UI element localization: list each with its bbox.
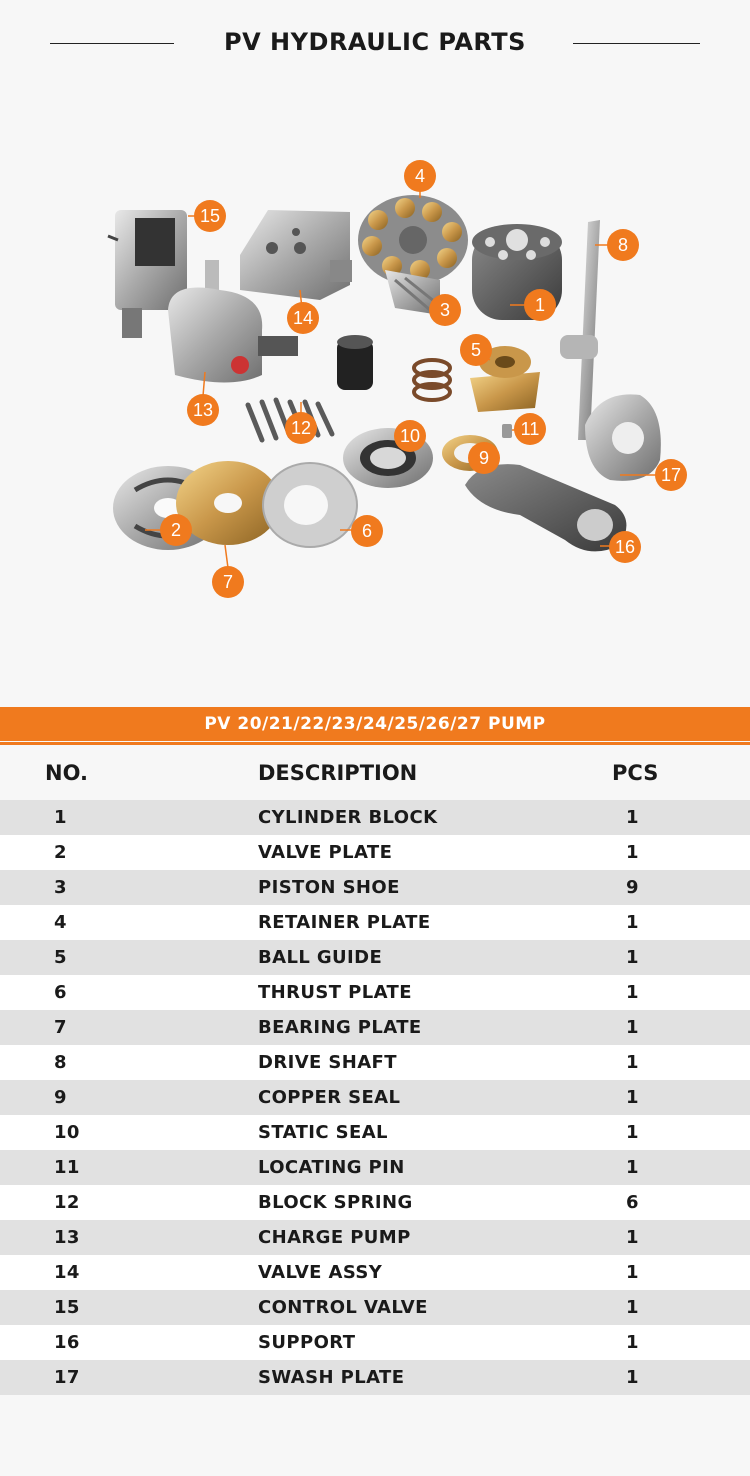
swash-plate-part	[585, 394, 661, 480]
table-row	[0, 1150, 750, 1185]
row-pcs: 1	[626, 1227, 639, 1248]
callout-2	[160, 514, 192, 546]
row-no: 11	[54, 1157, 80, 1178]
row-description: VALVE PLATE	[258, 842, 393, 863]
row-pcs: 1	[626, 1367, 639, 1388]
callout-11	[514, 413, 546, 445]
table-row	[0, 1010, 750, 1045]
row-no: 14	[54, 1262, 80, 1283]
table-row	[0, 1080, 750, 1115]
callout-7	[212, 566, 244, 598]
row-description: PISTON SHOE	[258, 877, 400, 898]
parts-table	[0, 800, 750, 1395]
row-description: LOCATING PIN	[258, 1157, 405, 1178]
row-pcs: 1	[626, 947, 639, 968]
drive-shaft-part	[560, 220, 600, 440]
svg-text:10: 10	[399, 426, 421, 446]
spring-part	[414, 360, 450, 400]
row-no: 1	[54, 807, 67, 828]
svg-text:12: 12	[290, 418, 312, 438]
header-pcs: PCS	[612, 761, 659, 785]
svg-text:2: 2	[170, 520, 182, 540]
row-pcs: 1	[626, 912, 639, 933]
svg-text:15: 15	[199, 206, 221, 226]
row-description: COPPER SEAL	[258, 1087, 401, 1108]
thrust-plate-part	[263, 463, 357, 547]
svg-text:5: 5	[470, 340, 482, 360]
row-description: CHARGE PUMP	[258, 1227, 411, 1248]
model-banner: PV 20/21/22/23/24/25/26/27 PUMP	[0, 707, 750, 741]
table-header	[0, 755, 750, 795]
table-row	[0, 1220, 750, 1255]
table-row	[0, 975, 750, 1010]
row-pcs: 1	[626, 1297, 639, 1318]
svg-text:9: 9	[478, 448, 490, 468]
callout-6	[351, 515, 383, 547]
row-no: 8	[54, 1052, 67, 1073]
row-no: 15	[54, 1297, 80, 1318]
row-pcs: 1	[626, 1122, 639, 1143]
row-no: 13	[54, 1227, 80, 1248]
row-description: SUPPORT	[258, 1332, 356, 1353]
row-description: BEARING PLATE	[258, 1017, 422, 1038]
callout-13	[187, 394, 219, 426]
page-title: PV HYDRAULIC PARTS	[224, 28, 526, 56]
row-pcs: 1	[626, 1332, 639, 1353]
callout-4	[404, 160, 436, 192]
valve-assy-part	[240, 210, 352, 300]
table-row	[0, 835, 750, 870]
locating-pin-part	[502, 424, 512, 438]
row-no: 10	[54, 1122, 80, 1143]
support-part	[465, 464, 626, 551]
row-description: STATIC SEAL	[258, 1122, 388, 1143]
svg-text:11: 11	[520, 419, 540, 439]
svg-text:13: 13	[192, 400, 214, 420]
row-no: 3	[54, 877, 67, 898]
row-no: 5	[54, 947, 67, 968]
svg-text:8: 8	[617, 235, 629, 255]
row-pcs: 1	[626, 807, 639, 828]
sleeve-part	[337, 335, 373, 390]
retainer-plate-part	[358, 195, 468, 285]
row-description: RETAINER PLATE	[258, 912, 431, 933]
row-description: VALVE ASSY	[258, 1262, 383, 1283]
svg-text:1: 1	[534, 295, 546, 315]
row-no: 4	[54, 912, 67, 933]
callout-3	[429, 294, 461, 326]
row-description: CONTROL VALVE	[258, 1297, 428, 1318]
row-no: 16	[54, 1332, 80, 1353]
svg-text:4: 4	[414, 166, 426, 186]
table-row	[0, 1115, 750, 1150]
callout-8	[607, 229, 639, 261]
row-pcs: 1	[626, 1017, 639, 1038]
row-description: CYLINDER BLOCK	[258, 807, 438, 828]
row-pcs: 1	[626, 842, 639, 863]
table-row	[0, 1290, 750, 1325]
row-pcs: 1	[626, 1087, 639, 1108]
callout-5	[460, 334, 492, 366]
row-description: BLOCK SPRING	[258, 1192, 413, 1213]
table-row	[0, 905, 750, 940]
table-row	[0, 940, 750, 975]
row-description: BALL GUIDE	[258, 947, 383, 968]
callout-12	[285, 412, 317, 444]
callout-9	[468, 442, 500, 474]
row-pcs: 1	[626, 982, 639, 1003]
table-row	[0, 800, 750, 835]
header-description: DESCRIPTION	[258, 761, 418, 785]
table-row	[0, 1045, 750, 1080]
row-no: 2	[54, 842, 67, 863]
row-pcs: 6	[626, 1192, 639, 1213]
row-no: 6	[54, 982, 67, 1003]
callout-17	[655, 459, 687, 491]
row-no: 17	[54, 1367, 80, 1388]
row-pcs: 1	[626, 1262, 639, 1283]
table-row	[0, 1185, 750, 1220]
row-no: 9	[54, 1087, 67, 1108]
page-header	[0, 0, 750, 90]
header-divider-right	[573, 43, 700, 44]
row-description: SWASH PLATE	[258, 1367, 405, 1388]
callout-15	[194, 200, 226, 232]
callout-10	[394, 420, 426, 452]
table-row	[0, 870, 750, 905]
table-row	[0, 1360, 750, 1395]
parts-diagram	[0, 140, 750, 620]
callout-14	[287, 302, 319, 334]
row-no: 7	[54, 1017, 67, 1038]
callout-1	[524, 289, 556, 321]
row-pcs: 1	[626, 1157, 639, 1178]
svg-text:14: 14	[292, 308, 314, 328]
callout-16	[609, 531, 641, 563]
svg-text:7: 7	[222, 572, 234, 592]
table-row	[0, 1255, 750, 1290]
svg-text:6: 6	[361, 521, 373, 541]
row-no: 12	[54, 1192, 80, 1213]
svg-text:16: 16	[614, 537, 636, 557]
header-no: NO.	[45, 761, 88, 785]
row-pcs: 1	[626, 1052, 639, 1073]
svg-text:3: 3	[439, 300, 451, 320]
banner-underline	[0, 742, 750, 745]
svg-text:17: 17	[660, 465, 682, 485]
row-description: THRUST PLATE	[258, 982, 412, 1003]
row-pcs: 9	[626, 877, 639, 898]
table-row	[0, 1325, 750, 1360]
row-description: DRIVE SHAFT	[258, 1052, 397, 1073]
